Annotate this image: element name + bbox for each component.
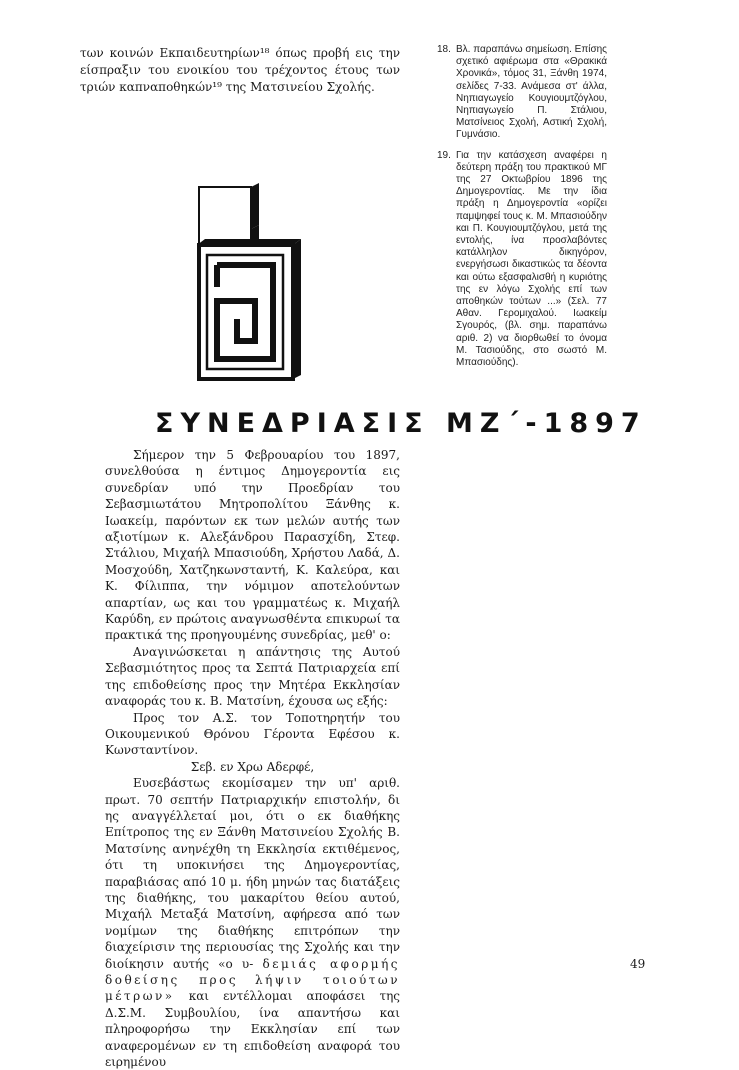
footnote-text: Για την κατάσχεση αναφέρει η δεύτερη πράξη του πρακτικού ΜΓ της 27 Οκτωβρίου 1896 της Δημογεροντίας. Με την ίδια πράξη η Δημογεροντία «ορίζει παμψηφεί τους κ. Μ. Μπασιούδην και Π. Κουγιουμτζόγλου, μετά της εντολής, ίνα προσλαβόντες κατάλληλον δικηγόρον, ενεργήσωσι δικαστικώς τα δέοντα και ούτω εξασφαλισθή η κυριότης της εν λόγω Σχολής επί των αποθηκών τούτων ...» (Σελ. 77 Αθαν. Γερομιχαλού. Ιωακείμ Σγουρός, (βλ. σημ. παραπάνω αριθ. 2) να διορθωθεί το όνομα Μ. Τασιούδης, στο σωστό Μ. Μπασιούδης).: [456, 149, 607, 369]
footnote-19: [437, 150, 607, 370]
paragraph-session-opening: Σήμερον την 5 Φεβρουαρίου του 1897, συνελθούσα η έντιμος Δημογεροντία εις συνεδρίαν υπό την Προεδρίαν του Σεβασμιωτάτου Μητροπολίτου Ξάνθης κ. Ιωακείμ, παρόντων εκ των μελών αυτής των αξιοτίμων κ. Αλεξάνδρου Παρασχίδη, Στεφ. Στάλιου, Μιχαήλ Μπασιούδη, Χρήστου Λαδά, Δ. Μοσχούδη, Χατζηκωνσταντή, Κ. Καλεύρα, και Κ. Φίλιππα, την νόμιμον αποτελούντων απαρτίαν, ως και του γραμματέως κ. Μιχαήλ Καρύδη, εν πρώτοις αναγνωσθέντα επικυρωί τα πρακτικά της προηγουμένης συνεδρίας, μεθ' ο:: [105, 448, 400, 643]
main-text-column: [105, 447, 400, 1070]
meander-ornament-icon: [193, 183, 303, 403]
paragraph-reading: Αναγινώσκεται η απάντησις της Αυτού Σεβασμιότητος προς τα Σεπτά Πατριαρχεία επί της επιδοθείσης προς την Μητέρα Εκκλησίαν αναφοράς του κ. Β. Ματσίνη, έχουσα ως εξής:: [105, 644, 400, 709]
section-heading: ΣΥΝΕΔΡΙΑΣΙΣ ΜΖ΄-1897: [155, 408, 647, 439]
top-text-column: [80, 45, 400, 96]
footnotes-column: [437, 44, 607, 377]
salutation: Σεβ. εν Χρω Αδερφέ,: [190, 759, 315, 774]
letter-text-start: Ευσεβάστως εκομίσαμεν την υπ' αριθ. πρωτ. 70 σεπτήν Πατριαρχικήν επιστολήν, δι ης αναγγέλλεταί μοι, ότι ο εκ διαθήκης Επίτροπος της εν Ξάνθη Ματσινείου Σχολής Β. Ματσίνης ανηνέχθη τη Εκκλησία εκτιθέμενος, ότι τη υποκινήσει της Δημογεροντίας, παραβιάσας από 10 μ. ήδη μηνών τας διατάξεις της διαθήκης, του μακαρίτου θείου αυτού, Μιχαήλ Μεταξά Ματσίνη, αφήρεσα από των νομίμων της διαθήκης επιτρόπων την διαχείρισιν της περιουσίας της Σχολής και την διοίκησιν αυτής «ο υ-: [105, 776, 400, 971]
footnote-number: 19.: [437, 149, 451, 161]
letter-spaced-quote-1: δεμιάς αφορμής δοθείσης προς: [105, 956, 401, 987]
footnote-text: Βλ. παραπάνω σημείωση. Επίσης σχετικό αφιέρωμα στα «Θρακικά Χρονικά», τόμος 31, Ξάνθη 1974, σελίδες 7-33. Ανάμεσα στ' άλλα, Νηπιαγωγείο Κουγιουμτζόγλου, Νηπιαγωγείο Π. Στάλιου, Ματσίνειος Σχολή, Αστική Σχολή, Γυμνάσιο.: [456, 44, 607, 141]
page-number: 49: [630, 957, 646, 971]
letter-text-end: και εντέλλομαι αποφάσει της Δ.Σ.Μ. Συμβουλίου, ίνα απαντήσω και πληροφορήσω την Εκκλησίαν επί των αναφερομένων εν τη επιδοθείση αναφορά του ειρημένου: [105, 989, 400, 1070]
footnote-number: 18.: [437, 44, 451, 55]
top-text: των κοινών Εκπαιδευτηρίων¹⁸ όπως προβή εις την είσπραξιν του ενοικίου του τρέχοντος έτους των τριών καπναποθηκών¹⁹ της Ματσινείου Σχολής.: [80, 46, 400, 94]
paragraph-letter: [105, 775, 400, 1070]
letter-spaced-quote-2: λήψιν τοιούτων μέτρων»: [105, 973, 400, 1004]
paragraph-address: Προς τον Α.Σ. τον Τοποτηρητήν του Οικουμενικού Θρόνου Γέροντα Εφέσου κ. Κωνσταντίνον.: [105, 710, 400, 758]
footnote-18: [437, 44, 607, 142]
